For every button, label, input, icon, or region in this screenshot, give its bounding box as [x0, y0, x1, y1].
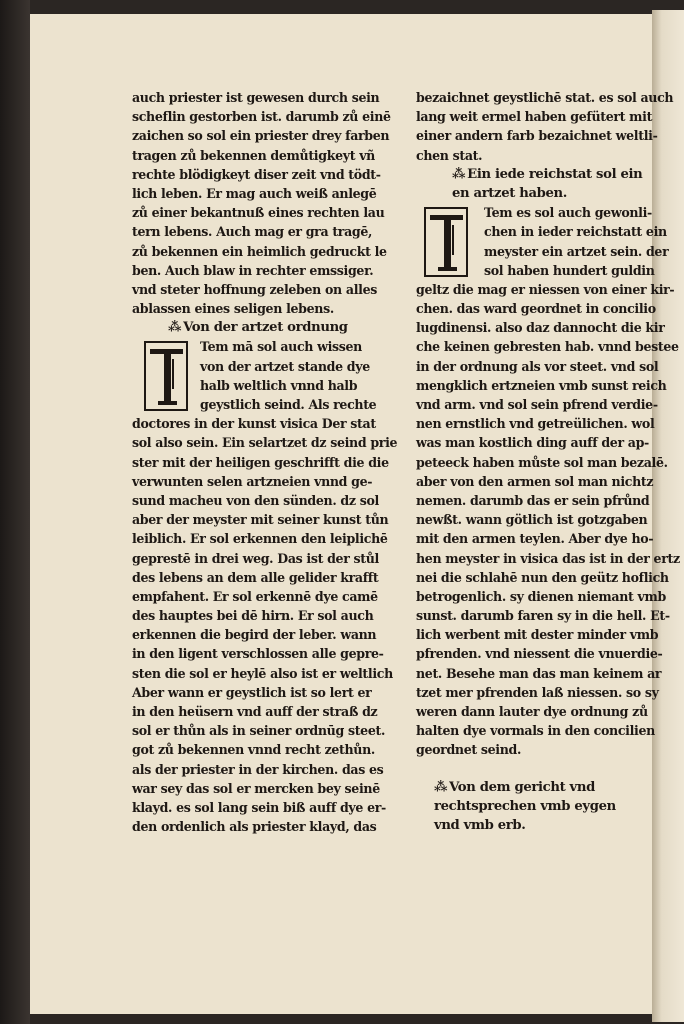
text-line: den ordenlich als priester klayd, das — [132, 819, 377, 835]
text-line: lugdinensi. also daz dannocht die kir — [416, 320, 665, 336]
text-line: sol haben hundert guldin — [484, 262, 655, 278]
text-line: sten die sol er heylē also ist er weltlich — [132, 665, 393, 681]
text-line: nemen. darumb das er sein pfrůnd — [416, 492, 650, 508]
text-line: des hauptes bei dē hirn. Er sol auch — [132, 608, 374, 624]
right-paragraph-2 — [416, 280, 678, 760]
right-initial-block — [416, 203, 678, 280]
text-line: auch priester ist gewesen durch sein — [132, 90, 380, 105]
text-line: geprestē in drei weg. Das ist der stůl — [132, 550, 379, 566]
text-line: Tem es sol auch gewonli- — [484, 205, 652, 221]
text-line: scheflin gestorben ist. darumb zů einē — [132, 109, 391, 125]
text-line: sund macheu von den sünden. dz sol — [132, 492, 379, 508]
text-line: war sey das sol er mercken bey seinē — [132, 780, 380, 796]
pilcrow-icon: ⁂ — [168, 320, 182, 336]
text-line: meyster ein artzet sein. der — [484, 243, 669, 259]
text-line: tzet mer pfrenden laß niessen. so sy — [416, 684, 659, 700]
left-paragraph-2 — [132, 414, 398, 836]
text-line: des lebens an dem alle gelider krafft — [132, 569, 379, 585]
text-line: in der ordnung als vor steet. vnd sol — [416, 358, 659, 374]
text-line: leiblich. Er sol erkennen den leiplichē — [132, 531, 388, 547]
decorated-initial-t — [424, 207, 468, 277]
text-line: tragen zů bekennen demůtigkeyt vñ — [132, 147, 375, 163]
left-paragraph-1 — [132, 88, 394, 318]
text-line: rechtsprechen vmb eygen — [434, 798, 616, 814]
left-initial-block — [132, 337, 394, 414]
text-line: Tem mā sol auch wissen — [200, 339, 362, 355]
text-line: rechte blödigkeyt diser zeit vnd tödt- — [132, 166, 381, 182]
text-line: doctores in der kunst visica Der stat — [132, 416, 376, 432]
text-line: geystlich seind. Als rechte — [200, 397, 377, 412]
text-line: erkennen die begird der leber. wann — [132, 627, 377, 643]
text-line: got zů bekennen vnnd recht zethůn. — [132, 742, 375, 758]
text-line: vnd arm. vnd sol sein pfrend verdie- — [416, 397, 658, 412]
text-line: in den ligent verschlossen alle gepre- — [132, 646, 384, 662]
text-line: von der artzet stande dye — [200, 358, 370, 374]
left-column — [132, 88, 398, 836]
text-line: empfahent. Er sol erkennē dye camē — [132, 588, 378, 604]
section-heading-reichstat: ⁂ Ein iede reichstat sol ein — [452, 166, 643, 182]
text-line: in den heüsern vnd auff der straß dz — [132, 704, 378, 719]
text-line: mengklich ertzneien vmb sunst reich — [416, 377, 667, 393]
closing-heading — [416, 778, 678, 836]
right-column — [416, 88, 678, 835]
text-line: betrogenlich. sy dienen niemant vmb — [416, 588, 666, 604]
text-line: halten dye vormals in den concilien — [416, 723, 655, 739]
text-line: geltz die mag er niessen von einer kir- — [416, 281, 675, 297]
text-line: einer andern farb bezaichnet weltli- — [416, 128, 658, 144]
text-line: che keinen gebresten hab. vnnd bestee — [416, 339, 679, 355]
text-line: bezaichnet geystlichē stat. es sol auch — [416, 90, 674, 105]
pilcrow-icon: ⁂ — [434, 779, 448, 795]
text-line: hen meyster in visica das ist in der ertz — [416, 550, 680, 566]
right-paragraph-1 — [416, 88, 678, 165]
text-line: als der priester in der kirchen. das es — [132, 761, 384, 777]
text-line: sunst. darumb faren sy in die hell. Et- — [416, 608, 670, 624]
text-line: chen. das ward geordnet in concilio — [416, 301, 656, 317]
text-line: mit den armen teylen. Aber dye ho- — [416, 531, 654, 547]
text-line: newßt. wann götlich ist gotzgaben — [416, 512, 648, 528]
spacer — [416, 760, 678, 778]
text-line: aber von den armen sol man nichtz — [416, 473, 654, 489]
text-line: lich werbent mit dester minder vmb — [416, 627, 659, 643]
text-line: chen in ieder reichstatt ein — [484, 224, 667, 240]
binding-shadow — [0, 0, 30, 1024]
text-line: sol also sein. Ein selartzet dz seind prie — [132, 435, 398, 451]
text-line: verwunten selen artzneien vnnd ge- — [132, 473, 373, 489]
text-line: weren dann lauter dye ordnung zů — [416, 704, 648, 719]
text-line: zů einer bekantnuß eines rechten lau — [132, 205, 385, 221]
text-line: aber der meyster mit seiner kunst tůn — [132, 512, 389, 528]
text-line: zaichen so sol ein priester drey farben — [132, 128, 390, 144]
section-heading-artzet-ordnung: ⁂ Von der artzet ordnung — [168, 320, 348, 336]
text-line: ablassen eines seligen lebens. — [132, 301, 334, 317]
text-line: ster mit der heiligen geschrifft die die — [132, 454, 389, 470]
text-line: tern lebens. Auch mag er gra tragē, — [132, 224, 373, 240]
section-heading-gericht: ⁂ Von dem gericht vnd — [434, 779, 595, 795]
text-line: klayd. es sol lang sein biß auff dye er- — [132, 799, 386, 815]
text-line: ben. Auch blaw in rechter emssiger. — [132, 262, 374, 278]
text-line: chen stat. — [416, 147, 483, 163]
text-line: geordnet seind. — [416, 742, 522, 758]
decorated-initial-t — [144, 341, 188, 411]
text-line: zů bekennen ein heimlich gedruckt le — [132, 243, 387, 259]
text-line: nen ernstlich vnd getreülichen. wol — [416, 416, 655, 432]
text-line: pfrenden. vnd niessent die vnuerdie- — [416, 646, 663, 662]
text-line: lich leben. Er mag auch weiß anlegē — [132, 185, 377, 201]
text-line: lang weit ermel haben gefütert mit — [416, 109, 653, 125]
pilcrow-icon: ⁂ — [452, 166, 466, 182]
section-heading-reichstat-cont: en artzet haben. — [452, 185, 568, 201]
text-line: nei die schlahē nun den geütz hoflich — [416, 569, 669, 585]
text-line: vnd steter hoffnung zeleben on alles — [132, 281, 377, 297]
text-line: sol er thůn als in seiner ordnūg steet. — [132, 723, 386, 739]
text-line: peteeck haben můste sol man bezalē. — [416, 454, 668, 470]
text-line: halb weltlich vnnd halb — [200, 377, 358, 393]
text-line: vnd vmb erb. — [434, 817, 526, 833]
text-line: was man kostlich ding auff der ap- — [416, 435, 649, 451]
text-line: Aber wann er geystlich ist so lert er — [132, 684, 372, 700]
text-line: net. Besehe man das man keinem ar — [416, 665, 662, 681]
